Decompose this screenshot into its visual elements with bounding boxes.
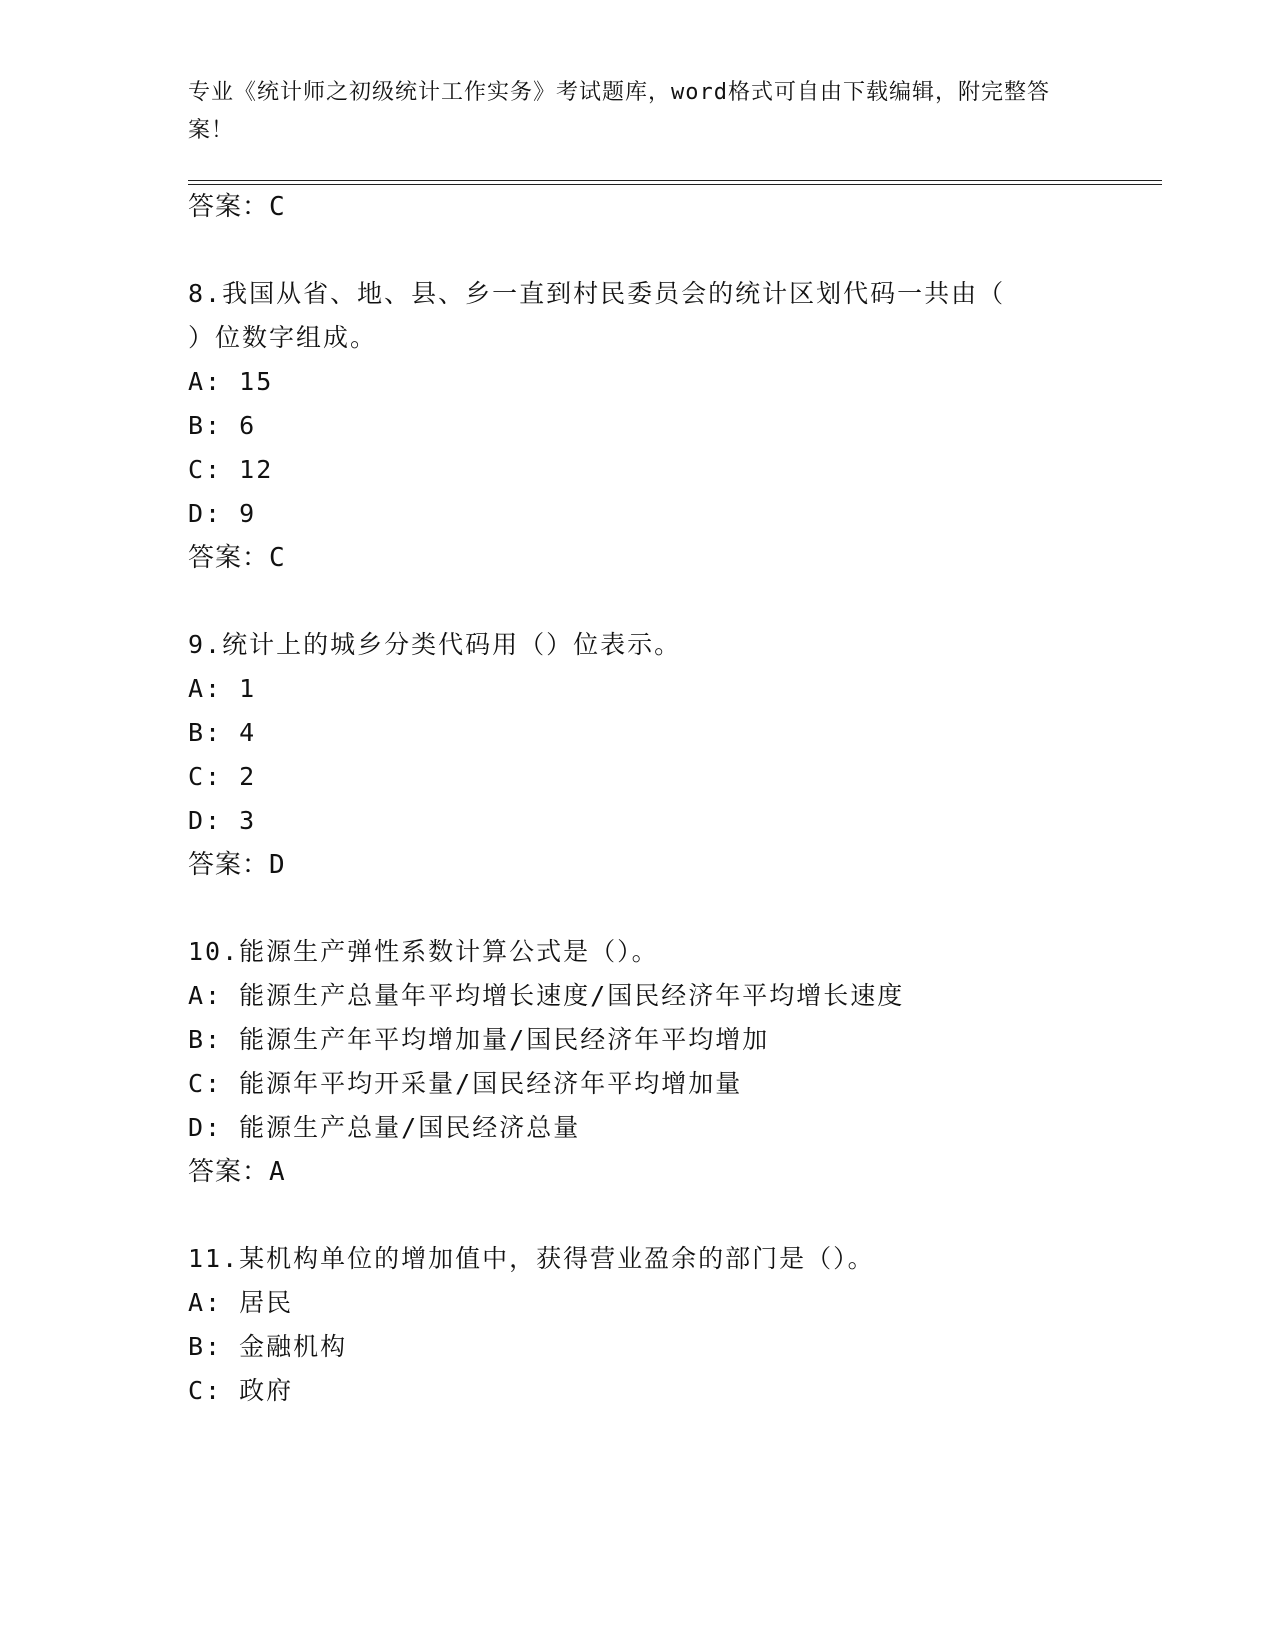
question-stem: 10.能源生产弹性系数计算公式是（）。 xyxy=(188,937,659,966)
option-d: D: 9 xyxy=(188,499,257,528)
question-stem: 9.统计上的城乡分类代码用（）位表示。 xyxy=(188,630,682,659)
question-stem: 11.某机构单位的增加值中，获得营业盈余的部门是（）。 xyxy=(188,1244,875,1273)
option-c: C: 政府 xyxy=(188,1376,294,1405)
answer-line xyxy=(188,541,286,575)
option-a: A: 能源生产总量年平均增长速度/国民经济年平均增长速度 xyxy=(188,981,905,1010)
option-b: B: 4 xyxy=(188,718,257,747)
answer-label: 答案： xyxy=(188,543,270,573)
option-a: A: 1 xyxy=(188,674,257,703)
header-divider xyxy=(188,180,1162,181)
answer-label: 答案： xyxy=(188,850,270,880)
answer-label: 答案： xyxy=(188,192,270,222)
answer-line xyxy=(188,1155,286,1189)
header-divider-double xyxy=(188,184,1162,185)
option-b: B: 金融机构 xyxy=(188,1332,348,1361)
option-b: B: 能源生产年平均增加量/国民经济年平均增加 xyxy=(188,1025,770,1054)
option-a: A: 15 xyxy=(188,367,274,396)
answer-label: 答案： xyxy=(188,1157,270,1187)
answer-value: D xyxy=(269,850,286,880)
question-stem: 8.我国从省、地、县、乡一直到村民委员会的统计区划代码一共由（ xyxy=(188,279,1006,308)
answer-value: A xyxy=(269,1157,286,1187)
header-note: 专业《统计师之初级统计工作实务》考试题库，word格式可自由下载编辑，附完整答案！ xyxy=(188,80,1050,143)
question-stem-continued: ）位数字组成。 xyxy=(188,323,378,352)
option-c: C: 2 xyxy=(188,762,257,791)
answer-value: C xyxy=(269,543,286,573)
option-c: C: 能源年平均开采量/国民经济年平均增加量 xyxy=(188,1069,743,1098)
answer-value: C xyxy=(269,192,286,222)
option-c: C: 12 xyxy=(188,455,274,484)
option-a: A: 居民 xyxy=(188,1288,294,1317)
answer-line xyxy=(188,848,286,882)
answer-line xyxy=(188,190,286,224)
option-b: B: 6 xyxy=(188,411,257,440)
option-d: D: 3 xyxy=(188,806,257,835)
option-d: D: 能源生产总量/国民经济总量 xyxy=(188,1113,581,1142)
